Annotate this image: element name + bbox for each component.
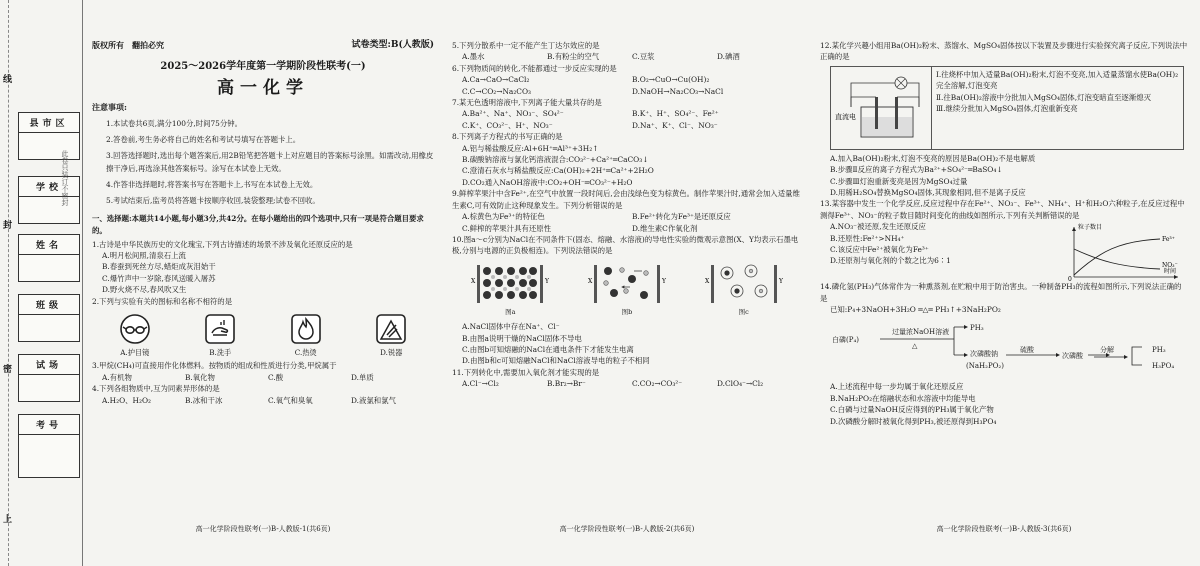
q4-option[interactable]: A.H₂O、H₂O₂ [102,395,151,405]
page-2-footer: 高一化学阶段性联考(一)B-人教版-2(共6页) [559,525,695,533]
q7-option[interactable]: D.Na⁺、K⁺、Cl⁻、NO₃⁻ [632,120,718,130]
q12-option[interactable]: A.加入Ba(OH)₂粉末,灯泡不变亮的原因是Ba(OH)₂不是电解质 [830,153,1036,163]
q4-stem: 4.下列各组物质中,互为同素异形体的是 [92,384,220,394]
field-class[interactable]: 班级 [18,294,80,342]
q14-option[interactable]: A.上述流程中每一步均属于氧化还原反应 [830,382,964,392]
binding-edge-text: 此卷只装订不密封 [61,150,69,206]
graph-ylabel: 粒子数目 [1078,224,1103,232]
q12-step: Ⅰ.往烧杯中加入适量Ba(OH)₂粉末,灯泡不变亮,加入适量蒸馏水使Ba(OH)₂完全溶解,灯泡变亮 [936,69,1179,91]
q8-option[interactable]: D.CO₂通入NaOH溶液中:CO₂+OH⁻═CO₃²⁻+H₂O [462,177,633,187]
q6-option[interactable]: B.O₂→CuO→Cu(OH)₂ [632,75,710,85]
q12-option[interactable]: D.用稀H₂SO₄替换MgSO₄固体,其现象相同,但不是离子反应 [830,188,1026,198]
q10-option[interactable]: A.NaCl固体中存在Na⁺、Cl⁻ [462,322,560,332]
q13-option[interactable]: D.还原剂与氧化剂的个数之比为6∶1 [830,256,951,266]
particle-time-graph [1060,221,1188,281]
flow-mid: 次磷酸钠 [970,350,998,359]
nacl-solid-diagram [469,261,551,307]
series-label-fe3: Fe³⁺ [1162,236,1175,244]
q6-option[interactable]: C.C→CO₂→Na₂CO₃ [462,86,531,96]
q5-option[interactable]: A.墨水 [462,52,485,62]
flow-out1: PH₃ [1152,346,1166,355]
q13-stem: 13.某容器中发生一个化学反应,反应过程中存在Fe²⁺、NO₃⁻、Fe³⁺、NH₄⁺、H⁺和H₂O六种粒子,在反应过程中测得Fe³⁺、NO₃⁻的粒子数目随时间变化的曲线如图所示,下列有关判断错误的是 [820,199,1185,220]
q8-option[interactable]: A.铝与稀盐酸反应:Al+6H⁺═Al³⁺+3H₂↑ [462,143,599,153]
q3-option[interactable]: D.单质 [351,372,374,382]
q13-option[interactable]: C.该反应中Fe²⁺被氧化为Fe³⁺ [830,245,929,255]
page-3 [820,40,1188,427]
q5-option[interactable]: D.碘酒 [717,52,740,62]
q7-option[interactable]: A.Ba²⁺、Na⁺、NO₃⁻、SO₄²⁻ [462,109,564,119]
svg-text:X: X [704,277,709,285]
field-county[interactable]: 县市区 [18,112,80,160]
q6-stem: 6.下列物质间的转化,不能都通过一步反应实现的是 [452,63,617,73]
marker-seal: 封 [3,221,13,231]
copyright: 版权所有 翻拍必究 [92,40,164,50]
q3-stem: 3.甲烷(CH₄)可直接用作化体燃料。按物质的组成和性质进行分类,甲烷属于 [92,361,337,371]
q1-stem: 1.古诗是中华民族历史的文化瑰宝,下列古诗描述的场景不涉及氧化还原反应的是 [92,239,353,249]
q1-option[interactable]: A.明月松间照,清泉石上流 [102,251,186,261]
flow-cond: △ [912,342,918,351]
q7-option[interactable]: C.K⁺、CO₃²⁻、H⁺、NO₃⁻ [462,120,553,130]
notice-item: 1.本试卷共6页,满分100分,时间75分钟。 [106,118,243,128]
q12-experiment [830,66,1184,150]
q11-option[interactable]: C.CO₂→CO₃²⁻ [632,379,683,389]
q12-option[interactable]: C.步骤Ⅲ灯泡重新变亮是因为MgSO₄过量 [830,176,968,186]
q2-option-a[interactable]: A.护目镜 [119,313,151,358]
flow-out2: H₃PO₄ [1152,362,1175,371]
q14-known: 已知:P₄+3NaOH+3H₂O ═△═ PH₃↑+3NaH₂PO₂ [830,305,1001,315]
q6-option[interactable]: A.Ca→CaO→CaCl₂ [462,75,530,85]
q8-option[interactable]: B.碳酸钠溶液与氯化钙溶液混合:CO₃²⁻+Ca²⁺═CaCO₃↓ [462,155,649,165]
q11-stem: 11.下列转化中,需要加入氧化剂才能实现的是 [452,367,600,377]
field-school[interactable]: 学校 [18,176,80,224]
field-exam-room[interactable]: 试场 [18,354,80,402]
q9-option[interactable]: A.棕黄色为Fe³⁺的特征色 [462,212,545,222]
q12-step: Ⅱ.往Ba(OH)₂溶液中分批加入MgSO₄固体,灯泡变暗直至逐渐熄灭 [936,92,1151,102]
field-exam-number[interactable]: 考号 [18,414,80,478]
q11-option[interactable]: D.ClO₄⁻→Cl₂ [717,379,764,389]
q10-option[interactable]: B.由图a说明干燥的NaCl固体不导电 [462,333,582,343]
q7-stem: 7.某无色透明溶液中,下列离子能大量共存的是 [452,98,602,108]
page-1-footer: 高一化学阶段性联考(一)B-人教版-1(共6页) [195,525,331,533]
q7-option[interactable]: B.K⁺、H⁺、SO₄²⁻、Fe²⁺ [632,109,719,119]
svg-text:Y: Y [778,277,783,285]
binding-markers [3,0,17,566]
section-heading: 一、选择题:本题共14小题,每小题3分,共42分。在每小题给出的四个选项中,只有一项是符合题目要求的。 [92,213,424,235]
q3-option[interactable]: A.有机物 [102,372,132,382]
q9-option[interactable]: C.鲜榨的苹果汁具有还原性 [462,223,552,233]
q2-stem: 2.下列与实验有关的图标和名称不相符的是 [92,296,233,306]
flow-mid2: (NaH₂PO₂) [966,362,1004,371]
q2-option-d[interactable]: D.锐器 [375,313,407,358]
page-1 [92,40,434,406]
q9-option[interactable]: D.维生素C作氧化剂 [632,223,698,233]
q13-option[interactable]: B.还原性:Fe²⁺>NH₄⁺ [830,233,905,243]
svg-text:Y: Y [545,277,550,285]
binding-strip [0,0,83,566]
q9-option[interactable]: B.Fe²⁺转化为Fe³⁺是还原反应 [632,212,731,222]
q10-option[interactable]: C.由图b可知熔融的NaCl在通电条件下才能发生电离 [462,344,634,354]
marker-top: 上 [3,515,13,525]
figure-b: X Y 图b [586,261,668,318]
flow-arrow-decomp [1094,355,1130,359]
page-3-footer: 高一化学阶段性联考(一)B-人教版-3(共6页) [936,525,1072,533]
flow-prod: 次磷酸 [1062,352,1083,361]
q10-figures [452,261,802,318]
sharp-icon [375,313,407,345]
handwash-icon [204,313,236,345]
marker-line: 线 [3,75,13,85]
q14-flowchart [830,319,1188,379]
q12-option[interactable]: B.步骤Ⅱ反应的离子方程式为Ba²⁺+SO₄²⁻═BaSO₄↓ [830,165,1003,175]
series-no3 [1074,249,1160,269]
q5-option[interactable]: C.豆浆 [632,52,655,62]
q10-stem: 10.图a～c分别为NaCl在不同条件下(固态、熔融、水溶液)的导电性实验的微观示意图(X、Y均表示石墨电极,分别与电源的正负极相连)。下列说法错误的是 [452,234,799,256]
graph-origin: 0 [1068,276,1072,282]
q4-option[interactable]: D.液氯和氯气 [351,395,396,405]
notice-title: 注意事项: [92,102,127,113]
nacl-molten-diagram [586,261,668,307]
flow-decomp: 分解 [1100,346,1114,355]
svg-text:Y: Y [661,277,666,285]
q13-option[interactable]: A.NO₃⁻被还原,发生还原反应 [830,222,926,232]
notice-item: 2.答卷前,考生务必将自己的姓名和考试号填写在答题卡上。 [106,134,301,144]
flow-acid: 硫酸 [1020,346,1034,355]
q11-option[interactable]: A.Cl⁻→Cl₂ [462,379,499,389]
apparatus-diagram [831,67,932,149]
q2-option-c[interactable]: C.热烫 [290,313,322,358]
goggles-icon [119,313,151,345]
graph-xlabel: 时间 [1164,268,1177,276]
q11-option[interactable]: B.Br₂→Br⁻ [547,379,586,389]
notice-list [92,117,434,207]
q4-option[interactable]: C.氧气和臭氧 [268,395,313,405]
q12-stem: 12.某化学兴趣小组用Ba(OH)₂粉末、蒸馏水、MgSO₄固体按以下装置及步骤进行实验探究离子反应,下列说法中正确的是 [820,41,1188,62]
q14-stem: 14.磷化氢(PH₃)气体常作为一种熏蒸剂,在贮粮中用于防治害虫。一种制备PH₃的流程如图所示,下列说法正确的是 [820,282,1182,303]
notice-item: 4.作答非选择题时,将答案书写在答题卡上,书写在本试卷上无效。 [106,179,318,189]
svg-text:直流电: 直流电 [835,112,856,121]
fire-icon [290,313,322,345]
q1-option[interactable]: C.爆竹声中一岁除,春风送暖入屠苏 [102,273,216,283]
exam-title: 2025～2026学年度第一学期阶段性联考(一) [160,61,366,73]
q1-option[interactable]: D.野火烧不尽,春风吹又生 [102,285,187,295]
q14-option[interactable]: C.白磷与过量NaOH反应得到的PH₃属于氧化产物 [830,405,994,415]
q14-option[interactable]: B.NaH₂PO₂在熔融状态和水溶液中均能导电 [830,393,976,403]
q14-option[interactable]: D.次磷酸分解时被氧化得到PH₃,被还原得到H₃PO₄ [830,416,997,426]
subject-title: 高一化学 [217,77,309,98]
circuit-apparatus [831,67,931,149]
flow-reagent: 过量浓NaOH溶液 [892,328,950,337]
flow-start: 白磷(P₄) [832,336,859,345]
page-2 [452,40,802,390]
q3-option[interactable]: C.酸 [268,372,284,382]
field-name[interactable]: 姓名 [18,234,80,282]
q6-option[interactable]: D.NaOH→Na₂CO₃→NaCl [632,86,724,96]
q8-stem: 8.下列离子方程式的书写正确的是 [452,132,563,142]
series-label-no3: NO₃⁻ [1162,262,1178,270]
flow-gas: PH₃ [970,324,984,333]
figure-c: X Y 图c [703,261,785,318]
notice-item: 3.回答选择题时,选出每个题答案后,用2B铅笔把答题卡上对应题目的答案标号涂黑。如需改动,用橡皮擦干净后,再选涂其他答案标号。涂写在本试卷上无效。 [106,150,434,173]
paper-type: 试卷类型:B(人教版) [351,40,434,50]
svg-text:X: X [471,277,476,285]
q9-stem: 9.鲜榨苹果汁中含Fe²⁺,在空气中放置一段时间后,会由浅绿色变为棕黄色。制作苹果汁时,通常会加入适量维生素C,可有效防止这种现象发生。下列分析错误的是 [452,189,800,210]
q12-step: Ⅲ.继续分批加入MgSO₄固体,灯泡重新变亮 [936,104,1078,114]
q4-option[interactable]: B.冰和干冰 [185,395,223,405]
q5-option[interactable]: B.有粉尘的空气 [547,52,600,62]
q1-option[interactable]: B.春蚕到死丝方尽,蜡炬成灰泪始干 [102,262,216,272]
figure-a: X Y 图a [469,261,551,318]
notice-item: 5.考试结束后,监考员将答题卡按顺序收回,装袋整理;试卷不回收。 [106,195,320,205]
q2-icons [92,313,434,358]
q10-option[interactable]: D.由图b和c可知熔融NaCl和NaCl溶液导电的粒子不相同 [462,356,650,366]
q8-option[interactable]: C.澄清石灰水与稀盐酸反应:Ca(OH)₂+2H⁺═Ca²⁺+2H₂O [462,166,654,176]
svg-text:X: X [587,277,593,285]
q2-option-b[interactable]: B.洗手 [204,313,236,358]
marker-secret: 密 [3,365,13,375]
q3-option[interactable]: B.氧化物 [185,372,215,382]
q5-stem: 5.下列分散系中一定不能产生丁达尔效应的是 [452,41,600,50]
nacl-solution-diagram [703,261,785,307]
series-fe3 [1074,239,1160,275]
